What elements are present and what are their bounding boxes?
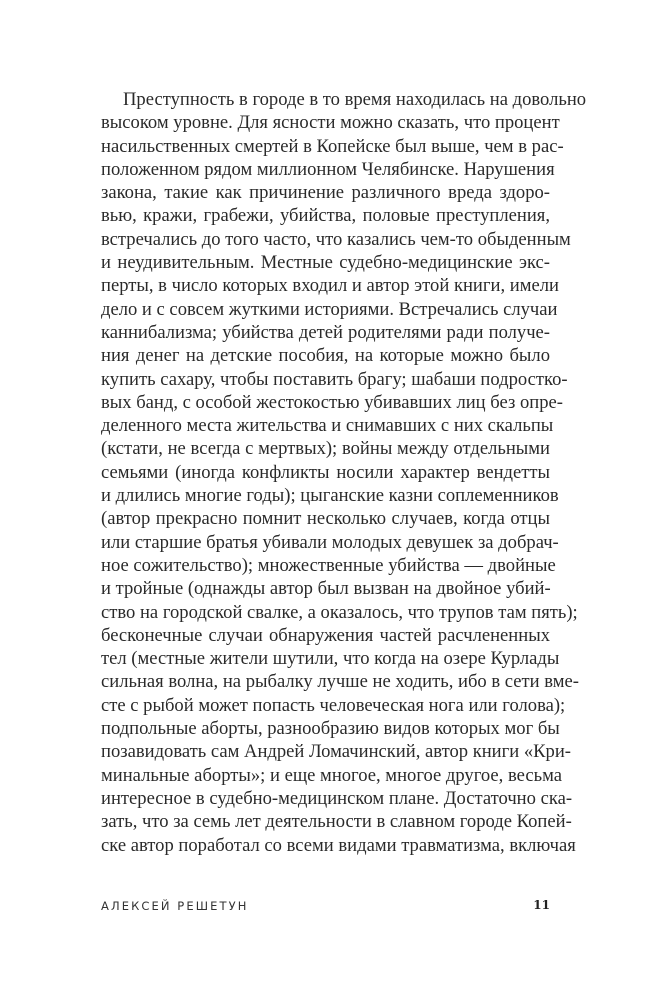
text-line: купить сахару, чтобы поставить брагу; шабаши подростко-: [101, 368, 568, 390]
text-line: (автор прекрасно помнит несколько случаев, когда отцы: [101, 508, 550, 530]
body-text: [101, 88, 587, 857]
text-line: подпольные аборты, разнообразию видов которых мог бы: [101, 718, 560, 740]
text-line: сте с рыбой может попасть человеческая нога или голова);: [101, 694, 566, 716]
text-line: перты, в число которых входил и автор этой книги, имели: [101, 275, 559, 297]
text-line: интересное в судебно-медицинском плане. Достаточно ска-: [101, 787, 573, 809]
text-line: закона, такие как причинение различного вреда здоро-: [101, 182, 550, 204]
text-line: зать, что за семь лет деятельности в славном городе Копей-: [101, 811, 572, 833]
text-line: ство на городской свалке, а оказалось, что трупов там пять);: [101, 601, 578, 623]
text-line: вых банд, с особой жестокостью убивавших лиц без опре-: [101, 391, 563, 413]
text-line: и неудивительным. Местные судебно-медицинские экс-: [101, 252, 550, 274]
text-line: (кстати, не всегда с мертвых); войны между отдельными: [101, 438, 550, 460]
running-footer-author: АЛЕКСЕЙ РЕШЕТУН: [101, 899, 249, 913]
text-line: ния денег на детские пособия, на которые можно было: [101, 345, 550, 367]
text-line: семьями (иногда конфликты носили характер вендетты: [101, 461, 550, 483]
text-line: деленного места жительства и снимавших с них скальпы: [101, 415, 554, 437]
text-line: дело и с совсем жуткими историями. Встречались случаи: [101, 298, 558, 320]
text-line: встречались до того часто, что казались чем-то обыденным: [101, 228, 571, 250]
text-line: позавидовать сам Андрей Ломачинский, автор книги «Кри-: [101, 741, 571, 763]
text-line: ске автор поработал со всеми видами травматизма, включая: [101, 834, 576, 856]
text-line: Преступность в городе в то время находилась на довольно: [123, 89, 587, 110]
text-line: сильная волна, на рыбалку лучше не ходить, ибо в сети вме-: [101, 671, 579, 693]
text-line: положенном рядом миллионном Челябинске. Нарушения: [101, 158, 555, 180]
text-line: каннибализма; убийства детей родителями ради получе-: [101, 321, 550, 343]
text-line: высоком уровне. Для ясности можно сказать, что процент: [101, 112, 560, 134]
text-line: минальные аборты»; и еще многое, многое другое, весьма: [101, 764, 562, 786]
text-line: ное сожительство); множественные убийства — двойные: [101, 554, 556, 576]
text-line: тел (местные жители шутили, что когда на озере Курлады: [101, 648, 560, 670]
text-line: насильственных смертей в Копейске был выше, чем в рас-: [101, 135, 564, 157]
text-line: и тройные (однажды автор был вызван на двойное убий-: [101, 578, 551, 600]
page-number: 11: [533, 898, 550, 912]
text-line: или старшие братья убивали молодых девушек за добрач-: [101, 531, 559, 553]
text-line: и длились многие годы); цыганские казни соплеменников: [101, 485, 559, 507]
text-line: бесконечные случаи обнаружения частей расчлененных: [101, 624, 550, 646]
text-line: вью, кражи, грабежи, убийства, половые преступления,: [101, 205, 550, 227]
